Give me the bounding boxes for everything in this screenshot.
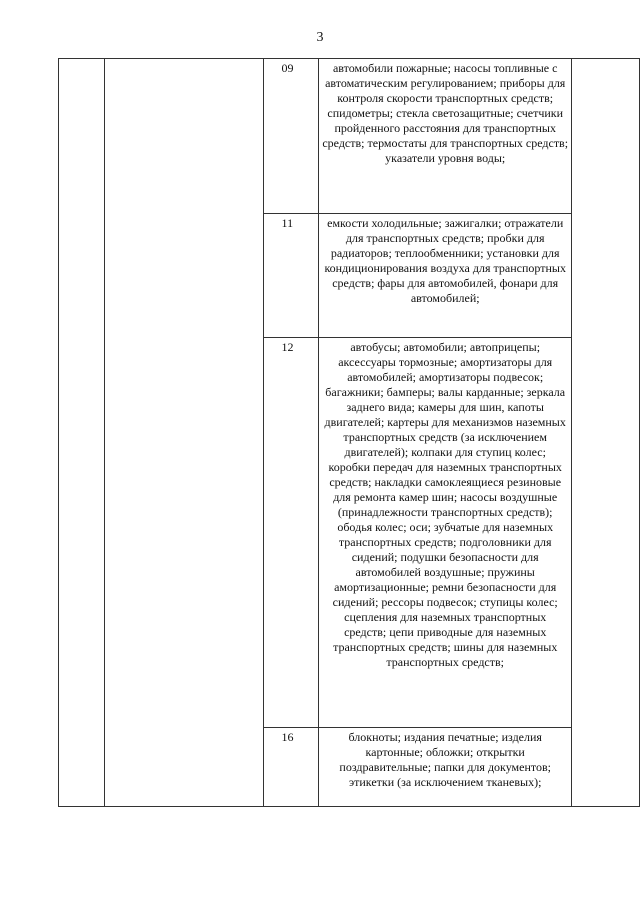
table-row xyxy=(59,59,640,214)
class-code: 16 xyxy=(263,728,319,807)
class-code: 09 xyxy=(263,59,319,214)
page-number: 3 xyxy=(316,30,324,45)
class-description: автомобили пожарные; насосы топливные с автоматическим регулированием; приборы для контроля скорости транспортных средств; спидометры; стекла светозащитные; счетчики пройденного расстояния для транспортных средств; термостаты для транспортных средств; указатели уровня воды; xyxy=(319,59,572,214)
class-description: емкости холодильные; зажигалки; отражатели для транспортных средств; пробки для радиаторов; теплообменники; установки для кондиционирования воздуха для транспортных средств; фары для автомобилей, фонари для автомобилей; xyxy=(319,214,572,338)
class-description: блокноты; издания печатные; изделия картонные; обложки; открытки поздравительные; папки для документов; этикетки (за исключением тканевых); xyxy=(319,728,572,807)
class-code: 11 xyxy=(263,214,319,338)
class-code: 12 xyxy=(263,338,319,728)
goods-classes-table xyxy=(58,58,640,807)
empty-column-2-cell xyxy=(104,59,263,807)
empty-column-5-cell xyxy=(572,59,640,807)
class-description: автобусы; автомобили; автоприцепы; аксессуары тормозные; амортизаторы для автомобилей; амортизаторы подвесок; багажники; бамперы; валы карданные; зеркала заднего вида; камеры для шин, капоты двигателей; картеры для механизмов наземных транспортных средств (за исключением двигателей); колпаки для ступиц колес; коробки передач для наземных транспортных средств; накладки самоклеящиеся резиновые для ремонта камер шин; насосы воздушные (принадлежности транспортных средств); ободья колес; оси; зубчатые для наземных транспортных средств; подголовники для сидений; подушки безопасности для автомобилей воздушные; пружины амортизационные; ремни безопасности для сидений; рессоры подвесок; ступицы колес; сцепления для наземных транспортных средств; цепи приводные для наземных транспортных средств; шины для наземных транспортных средств; xyxy=(319,338,572,728)
empty-column-1-cell xyxy=(59,59,105,807)
